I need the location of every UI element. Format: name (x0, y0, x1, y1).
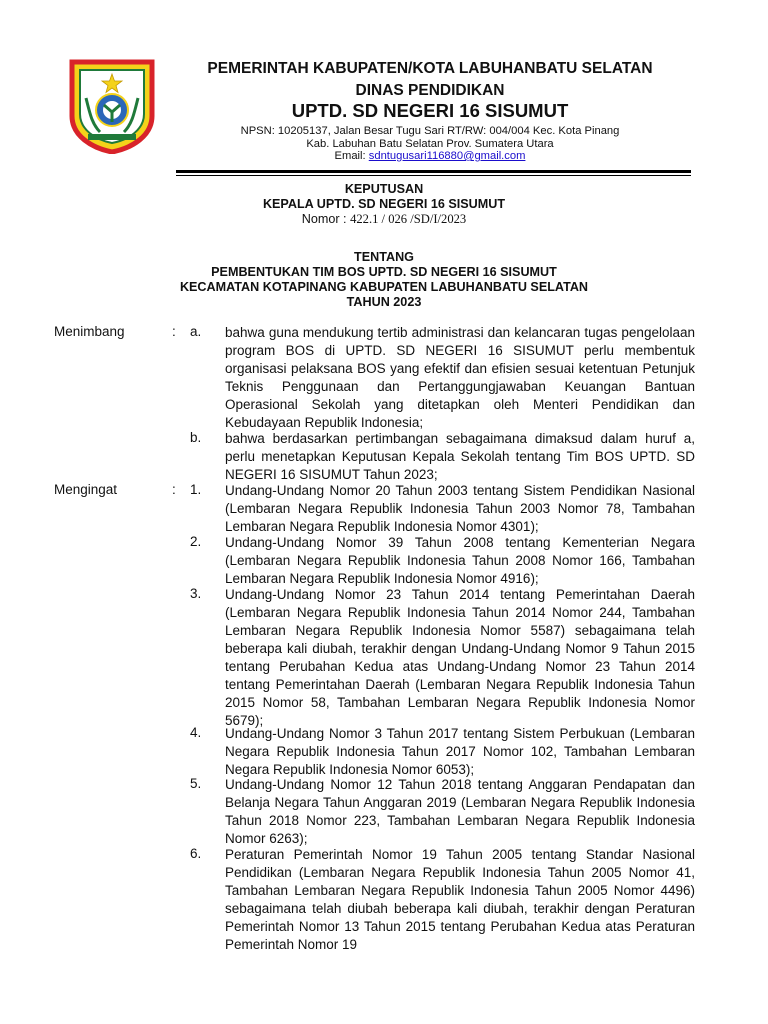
menimbang-marker-b: b. (190, 430, 202, 445)
decree-issuer: KEPALA UPTD. SD NEGERI 16 SISUMUT (262, 197, 506, 211)
address-line-1: NPSN: 10205137, Jalan Besar Tugu Sari RT/RW: 004/004 Kec. Kota Pinang (240, 125, 620, 137)
email-link[interactable]: sdntugusari116880@gmail.com (368, 150, 526, 162)
mengingat-item-5: Undang-Undang Nomor 12 Tahun 2018 tentang Anggaran Pendapatan dan Belanja Negara Tahun Anggaran 2019 (Lembaran Negara Republik Indonesia Tahun 2018 Nomor 223, Tambahan Lembaran Negara Republik Indonesia Nomor 6263); (225, 777, 695, 846)
decree-number (120, 212, 648, 227)
mengingat-item-3: Undang-Undang Nomor 23 Tahun 2014 tentang Pemerintahan Daerah (Lembaran Negara Republik Indonesia Tahun 2014 Nomor 244, Tambahan Lembaran Negara Republik Indonesia Nomor 5587) sebagaimana telah beberapa kali diubah, terakhir dengan Undang-Undang Nomor 9 Tahun 2015 tentang Perubahan Kedua atas Undang-Undang Nomor 23 Tahun 2014 tentang Pemerintahan Daerah (Lembaran Negara Republik Indonesia Tahun 2015 Nomor 58, Tambahan Lembaran Negara Republik Indonesia Nomor 5679); (225, 587, 695, 728)
letterhead-divider-thick (176, 170, 691, 173)
mengingat-item-6: Peraturan Pemerintah Nomor 19 Tahun 2005 tentang Standar Nasional Pendidikan (Lembaran Negara Republik Indonesia Tahun 2005 Nomor 41, Tambahan Lembaran Negara Republik Indonesia Tahun 2005 Nomor 4496) sebagaimana telah diubah beberapa kali diubah, terakhir dengan Peraturan Pemerintah Nomor 13 Tahun 2015 tentang Perubahan Kedua atas Peraturan Pemerintah Nomor 19 (225, 847, 695, 952)
email-label: Email: (334, 150, 366, 162)
mengingat-marker-6: 6. (190, 846, 202, 861)
mengingat-marker-2: 2. (190, 534, 202, 549)
menimbang-item-b: bahwa berdasarkan pertimbangan sebagaimana dimaksud dalam huruf a, perlu menetapkan Keputusan Kepala Sekolah tentang Tim BOS UPTD. SD NEGERI 16 SISUMUT Tahun 2023; (225, 431, 695, 482)
mengingat-item-2: Undang-Undang Nomor 39 Tahun 2008 tentang Kementerian Negara (Lembaran Negara Republik Indonesia Tahun 2008 Nomor 166, Tambahan Lembaran Negara Republik Indonesia Nomor 4916); (225, 535, 695, 586)
number-label: Nomor : (301, 212, 347, 226)
regency-emblem-logo (66, 58, 158, 154)
subject-line-1: PEMBENTUKAN TIM BOS UPTD. SD NEGERI 16 SISUMUT (211, 265, 557, 279)
department-name: DINAS PENDIDIKAN (355, 82, 505, 99)
letterhead-divider-thin (176, 175, 691, 176)
address-block (160, 125, 700, 163)
government-name: PEMERINTAH KABUPATEN/KOTA LABUHANBATU SELATAN (207, 60, 653, 77)
mengingat-marker-4: 4. (190, 725, 202, 740)
mengingat-marker-5: 5. (190, 776, 202, 791)
mengingat-colon: : (172, 482, 176, 497)
mengingat-marker-1: 1. (190, 482, 202, 497)
decree-type: KEPUTUSAN (344, 182, 424, 196)
subject-line-2: KECAMATAN KOTAPINANG KABUPATEN LABUHANBATU SELATAN (179, 280, 589, 294)
menimbang-label: Menimbang (54, 324, 125, 339)
mengingat-item-4: Undang-Undang Nomor 3 Tahun 2017 tentang Sistem Perbukuan (Lembaran Negara Republik Indonesia Tahun 2017 Nomor 102, Tambahan Lembaran Negara Republik Indonesia Nomor 6053); (225, 726, 695, 777)
address-line-2: Kab. Labuhan Batu Selatan Prov. Sumatera Utara (306, 137, 554, 150)
number-value: 422.1 / 026 /SD/I/2023 (350, 212, 467, 226)
about-label: TENTANG (354, 250, 414, 264)
menimbang-item-a: bahwa guna mendukung tertib administrasi dan kelancaran tugas pengelolaan program BOS di UPTD. SD NEGERI 16 SISUMUT perlu membentuk organisasi pelaksana BOS yang efektif dan efisien sesuai ketentuan Petunjuk Teknis Penggunaan dan Pertanggungjawaban Keuangan Bantuan Operasional Sekolah yang ditetapkan oleh Menteri Pendidikan dan Kebudayaan Republik Indonesia; (225, 325, 695, 430)
subject-line-3: TAHUN 2023 (346, 295, 422, 309)
school-name: UPTD. SD NEGERI 16 SISUMUT (291, 100, 569, 121)
mengingat-item-1: Undang-Undang Nomor 20 Tahun 2003 tentang Sistem Pendidikan Nasional (Lembaran Negara Republik Indonesia Tahun 2003 Nomor 78, Tambahan Lembaran Negara Republik Indonesia Nomor 4301); (225, 483, 695, 534)
menimbang-colon: : (172, 324, 176, 339)
menimbang-marker-a: a. (190, 324, 202, 339)
mengingat-label: Mengingat (54, 482, 118, 497)
mengingat-marker-3: 3. (190, 586, 202, 601)
email-line (160, 150, 700, 163)
